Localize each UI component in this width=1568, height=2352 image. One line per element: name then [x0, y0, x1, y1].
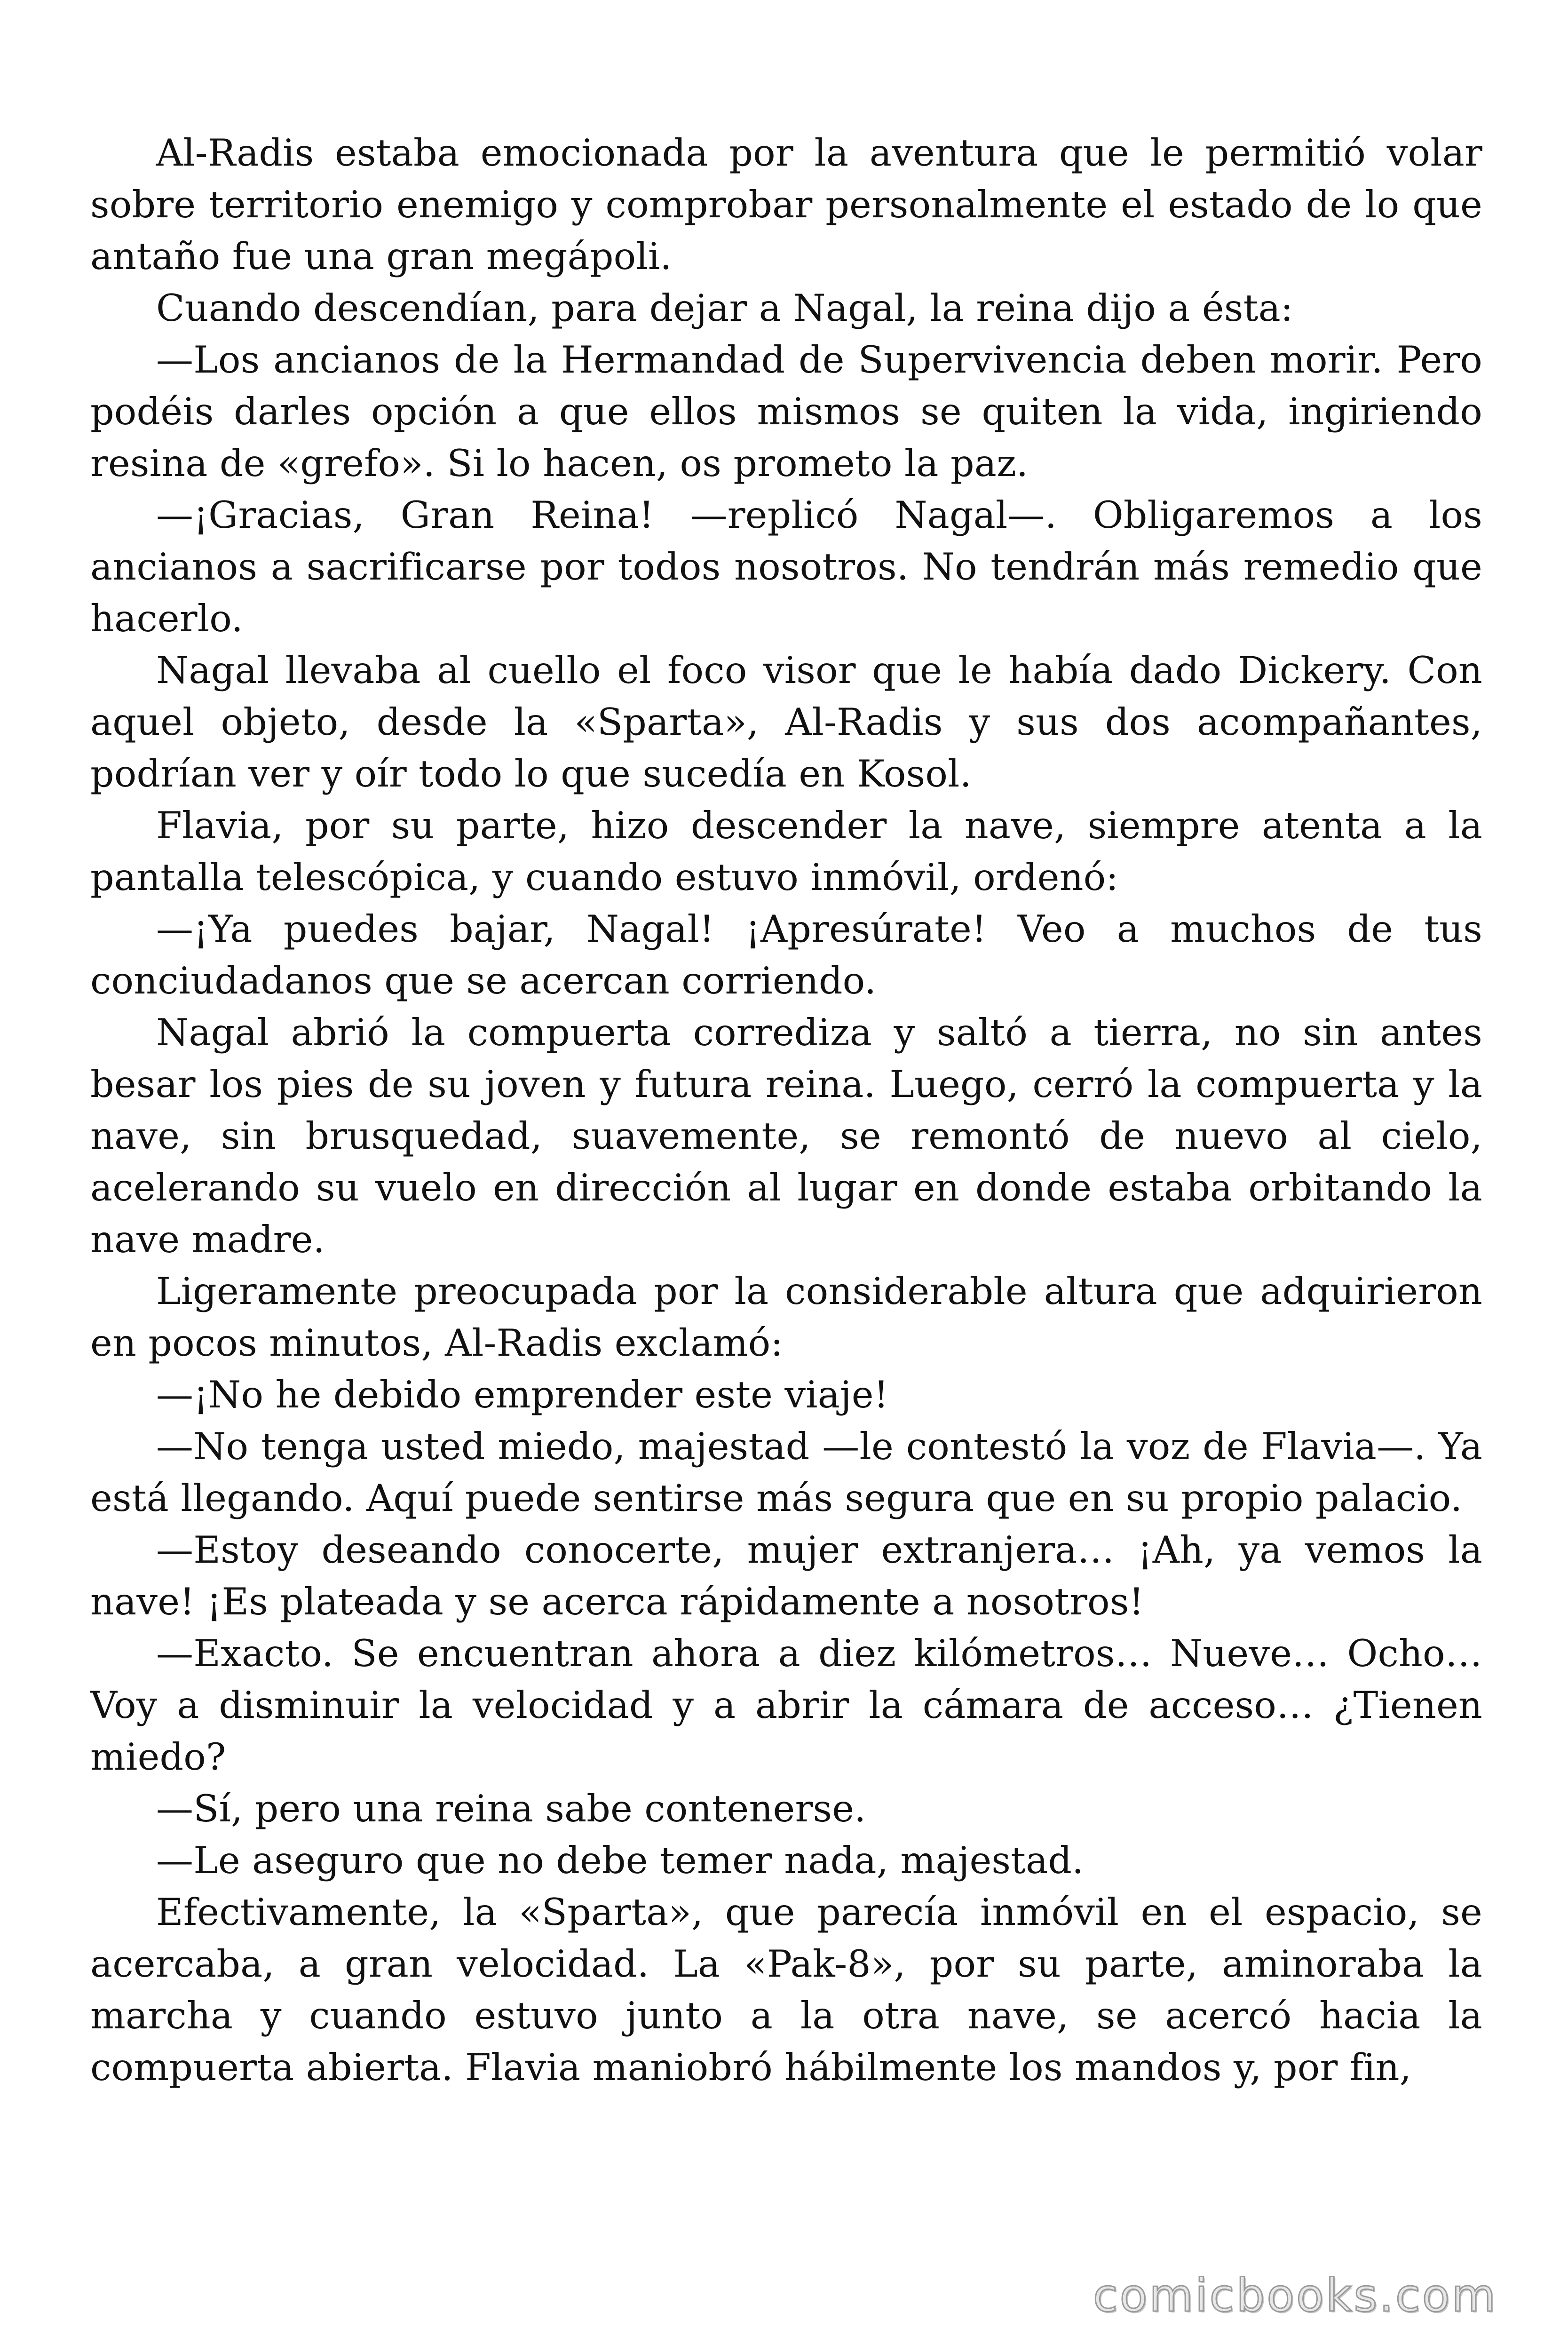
paragraph: —Estoy deseando conocerte, mujer extranjera… ¡Ah, ya vemos la nave! ¡Es plateada y se acerca rápidamente a nosotros!	[90, 1528, 1482, 1623]
paragraph: —No tenga usted miedo, majestad —le contestó la voz de Flavia—. Ya está llegando. Aquí puede sentirse más segura que en su propio palacio.	[90, 1425, 1482, 1520]
paragraph: Efectivamente, la «Sparta», que parecía inmóvil en el espacio, se acercaba, a gran velocidad. La «Pak-8», por su parte, aminoraba la marcha y cuando estuvo junto a la otra nave, se acercó hacia la compuerta abierta. Flavia maniobró hábilmente los mandos y, por fin,	[90, 1891, 1482, 2089]
site-watermark: comicbooks.com	[1093, 2269, 1497, 2322]
paragraph: Ligeramente preocupada por la considerable altura que adquirieron en pocos minutos, Al-Radis exclamó:	[90, 1270, 1482, 1365]
paragraph: —¡Gracias, Gran Reina! —replicó Nagal—. Obligaremos a los ancianos a sacrificarse por todos nosotros. No tendrán más remedio que hacerlo.	[90, 493, 1482, 640]
paragraph: —Exacto. Se encuentran ahora a diez kilómetros… Nueve… Ocho… Voy a disminuir la velocidad y a abrir la cámara de acceso… ¿Tienen miedo?	[90, 1632, 1482, 1779]
paragraph: —Sí, pero una reina sabe contenerse.	[156, 1787, 866, 1830]
paragraph: —Los ancianos de la Hermandad de Supervivencia deben morir. Pero podéis darles opción a que ellos mismos se quiten la vida, ingiriendo resina de «grefo». Si lo hacen, os prometo la paz.	[90, 338, 1482, 485]
paragraph: Cuando descendían, para dejar a Nagal, la reina dijo a ésta:	[156, 286, 1293, 330]
paragraph: Nagal abrió la compuerta corrediza y saltó a tierra, no sin antes besar los pies de su joven y futura reina. Luego, cerró la compuerta y la nave, sin brusquedad, suavemente, se remontó de nuevo al cielo, acelerando su vuelo en dirección al lugar en donde estaba orbitando la nave madre.	[90, 1011, 1482, 1261]
paragraph: Nagal llevaba al cuello el foco visor que le había dado Dickery. Con aquel objeto, desde la «Sparta», Al-Radis y sus dos acompañantes, podrían ver y oír todo lo que sucedía en Kosol.	[90, 649, 1482, 795]
paragraph: Al-Radis estaba emocionada por la aventura que le permitió volar sobre territorio enemigo y comprobar personalmente el estado de lo que antaño fue una gran megápoli.	[90, 131, 1482, 278]
paragraph: —Le aseguro que no debe temer nada, majestad.	[156, 1839, 1084, 1882]
paragraph: —¡Ya puedes bajar, Nagal! ¡Apresúrate! Veo a muchos de tus conciudadanos que se acercan corriendo.	[90, 907, 1482, 1002]
page-body	[90, 127, 1482, 2093]
paragraph: Flavia, por su parte, hizo descender la nave, siempre atenta a la pantalla telescópica, y cuando estuvo inmóvil, ordenó:	[90, 804, 1482, 899]
paragraph: —¡No he debido emprender este viaje!	[156, 1373, 889, 1416]
